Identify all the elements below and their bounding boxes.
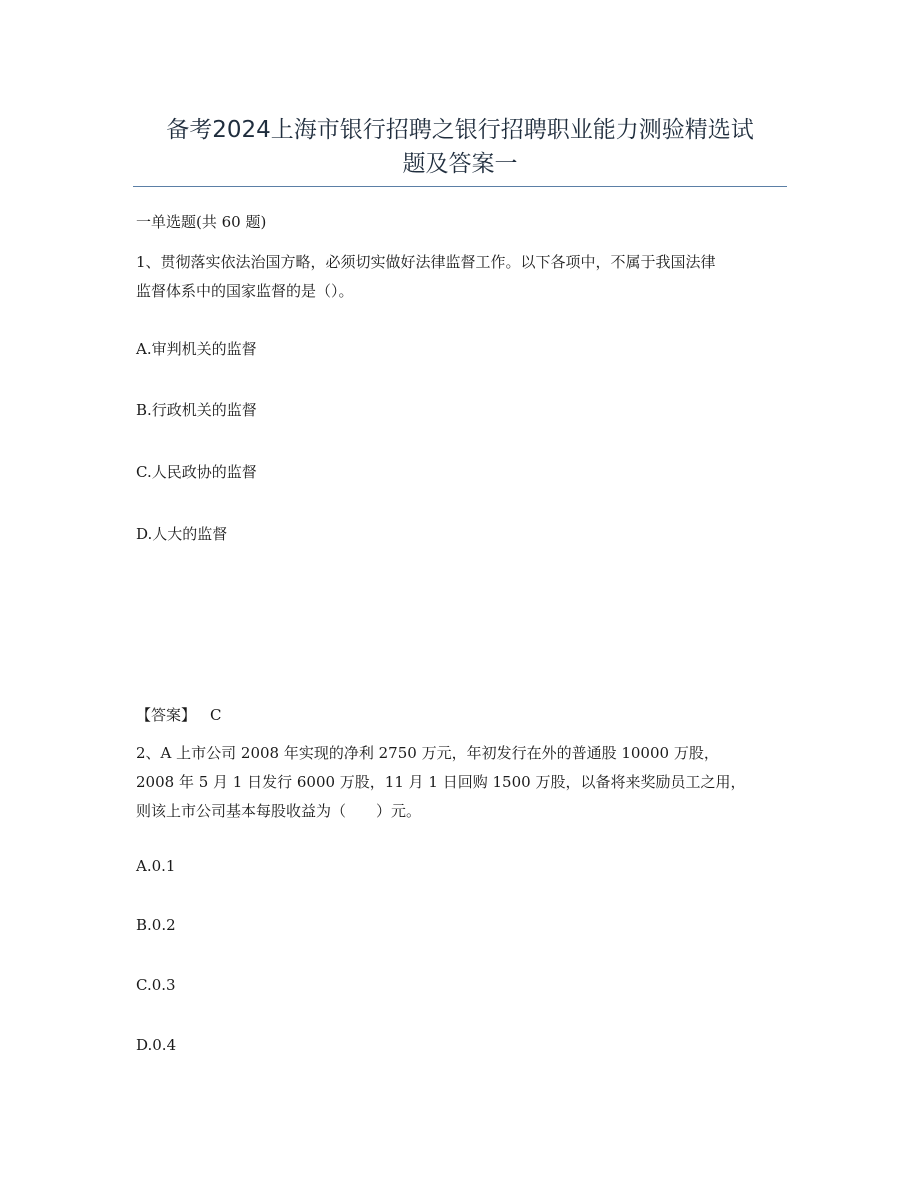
question-1-option-c: C.人民政协的监督	[136, 463, 257, 481]
question-2-option-b: B.0.2	[136, 916, 176, 934]
question-2-stem-line-3: 则该上市公司基本每股收益为（ ）元。	[136, 802, 422, 820]
section-heading: 一单选题(共 60 题)	[136, 213, 267, 231]
question-1-answer	[136, 702, 222, 728]
document-title-line-1: 备考2024上海市银行招聘之银行招聘职业能力测验精选试	[166, 117, 754, 143]
question-1-option-b: B.行政机关的监督	[136, 401, 257, 419]
question-1-option-a: A.审判机关的监督	[136, 340, 257, 358]
question-2-option-c: C.0.3	[136, 976, 176, 994]
question-1-stem	[136, 248, 786, 306]
document-title	[130, 113, 790, 181]
question-1-option-d: D.人大的监督	[136, 525, 228, 543]
title-divider	[133, 186, 787, 187]
question-2-stem-line-2: 2008 年 5 月 1 日发行 6000 万股，11 月 1 日回购 1500 万股，以备将来奖励员工之用，	[136, 773, 746, 791]
answer-label: 【答案】	[136, 706, 197, 724]
question-1-stem-line-2: 监督体系中的国家监督的是（）。	[136, 282, 354, 300]
question-2-option-d: D.0.4	[136, 1036, 177, 1054]
question-2-stem	[136, 739, 786, 826]
answer-value: C	[210, 706, 222, 724]
question-2-stem-line-1: 2、A 上市公司 2008 年实现的净利 2750 万元，年初发行在外的普通股 10000 万股，	[136, 744, 719, 762]
question-1-stem-line-1: 1、贯彻落实依法治国方略，必须切实做好法律监督工作。以下各项中，不属于我国法律	[136, 253, 716, 271]
question-2-option-a: A.0.1	[136, 857, 176, 875]
document-title-line-2: 题及答案一	[402, 151, 518, 177]
